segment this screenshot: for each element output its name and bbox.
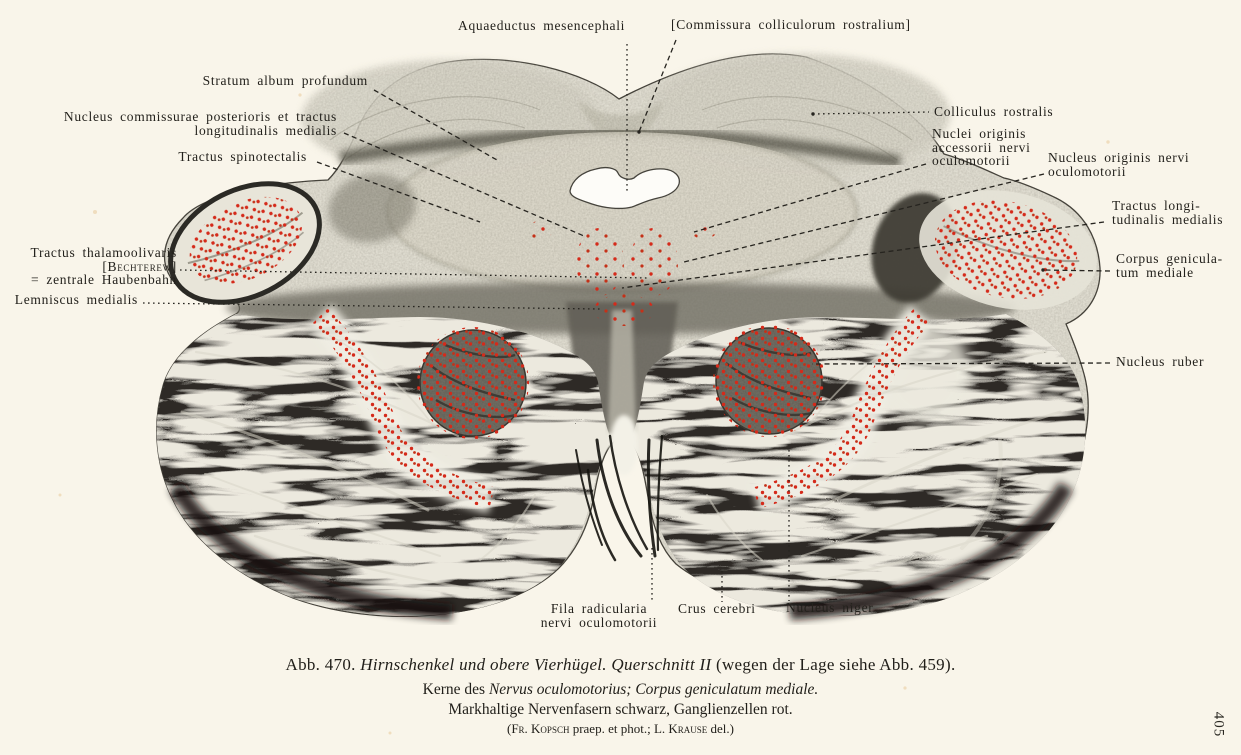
caption-credit-name2: L. Krause (653, 721, 708, 736)
label-line: nervi oculomotorii (540, 614, 658, 630)
label-line: longitudinalis medialis (194, 122, 337, 138)
label-tractus-longitudinalis (1112, 199, 1223, 226)
label-line: Nuclei originis (932, 126, 1027, 141)
label-line-bechterew: [Bechterew] (102, 258, 177, 274)
label-colliculus-rostralis: Colliculus rostralis (934, 104, 1054, 119)
caption-title-line (0, 655, 1241, 675)
label-nucleus-niger: Nucleus niger (786, 600, 874, 615)
caption-credit-mid: praep. et phot.; (569, 721, 654, 736)
label-fila-radicularia (536, 602, 662, 629)
label-nucleus-ruber: Nucleus ruber (1116, 354, 1205, 369)
label-line: oculomotorii (1048, 163, 1127, 179)
caption-credit-line (0, 721, 1241, 737)
caption-credit-name1: (Fr. Kopsch (506, 721, 570, 736)
caption-abb-number: Abb. 470. (285, 655, 361, 674)
crus-cerebri-right (630, 314, 1085, 616)
label-nuclei-accessorii (932, 127, 1031, 168)
label-line: Nucleus commissurae posterioris et tractus (63, 109, 337, 124)
caption-title-italic: Hirnschenkel und obere Vierhügel. Querschnitt II (360, 655, 712, 674)
label-aquaeductus-mesencephali: Aquaeductus mesencephali (458, 18, 626, 33)
caption-credit-suffix: del.) (707, 721, 734, 736)
label-line: = zentrale Haubenbahn (30, 272, 177, 287)
label-corpus-geniculatum (1116, 252, 1223, 279)
caption-sub-italic: Nervus oculomotorius; Corpus geniculatum mediale. (488, 681, 819, 698)
label-crus-cerebri: Crus cerebri (678, 601, 756, 616)
caption-legend-line: Markhaltige Nervenfasern schwarz, Ganglienzellen rot. (448, 701, 793, 718)
label-line: tum mediale (1116, 264, 1194, 280)
midline-light-strip (608, 310, 636, 432)
label-nucleus-commissurae (64, 110, 337, 137)
caption-title-suffix: (wegen der Lage siehe Abb. 459). (711, 655, 956, 674)
label-line: Corpus genicula- (1116, 251, 1223, 266)
crus-cerebri-left (157, 314, 612, 616)
caption-subtitle-line (0, 681, 1241, 699)
label-line: accessorii nervi (932, 139, 1031, 155)
caption-sub-prefix: Kerne des (422, 681, 489, 698)
label-line: tudinalis medialis (1112, 211, 1224, 227)
label-commissura-colliculorum: [Commissura colliculorum rostralium] (671, 17, 911, 32)
page-number: 405 (1210, 711, 1227, 738)
label-line: oculomotorii (932, 153, 1011, 168)
label-line: Tractus longi- (1112, 198, 1201, 213)
label-line: Tractus thalamoolivaris (30, 245, 177, 260)
label-line: Fila radicularia (550, 601, 648, 616)
label-tractus-thalamoolivaris (31, 246, 177, 287)
label-line: Nucleus originis nervi (1048, 150, 1190, 165)
label-stratum-album-profundum: Stratum album profundum (202, 73, 368, 88)
label-nucleus-originis (1048, 151, 1189, 178)
label-lemniscus-medialis: Lemniscus medialis (14, 292, 138, 307)
label-tractus-spinotectalis: Tractus spinotectalis (178, 149, 307, 164)
